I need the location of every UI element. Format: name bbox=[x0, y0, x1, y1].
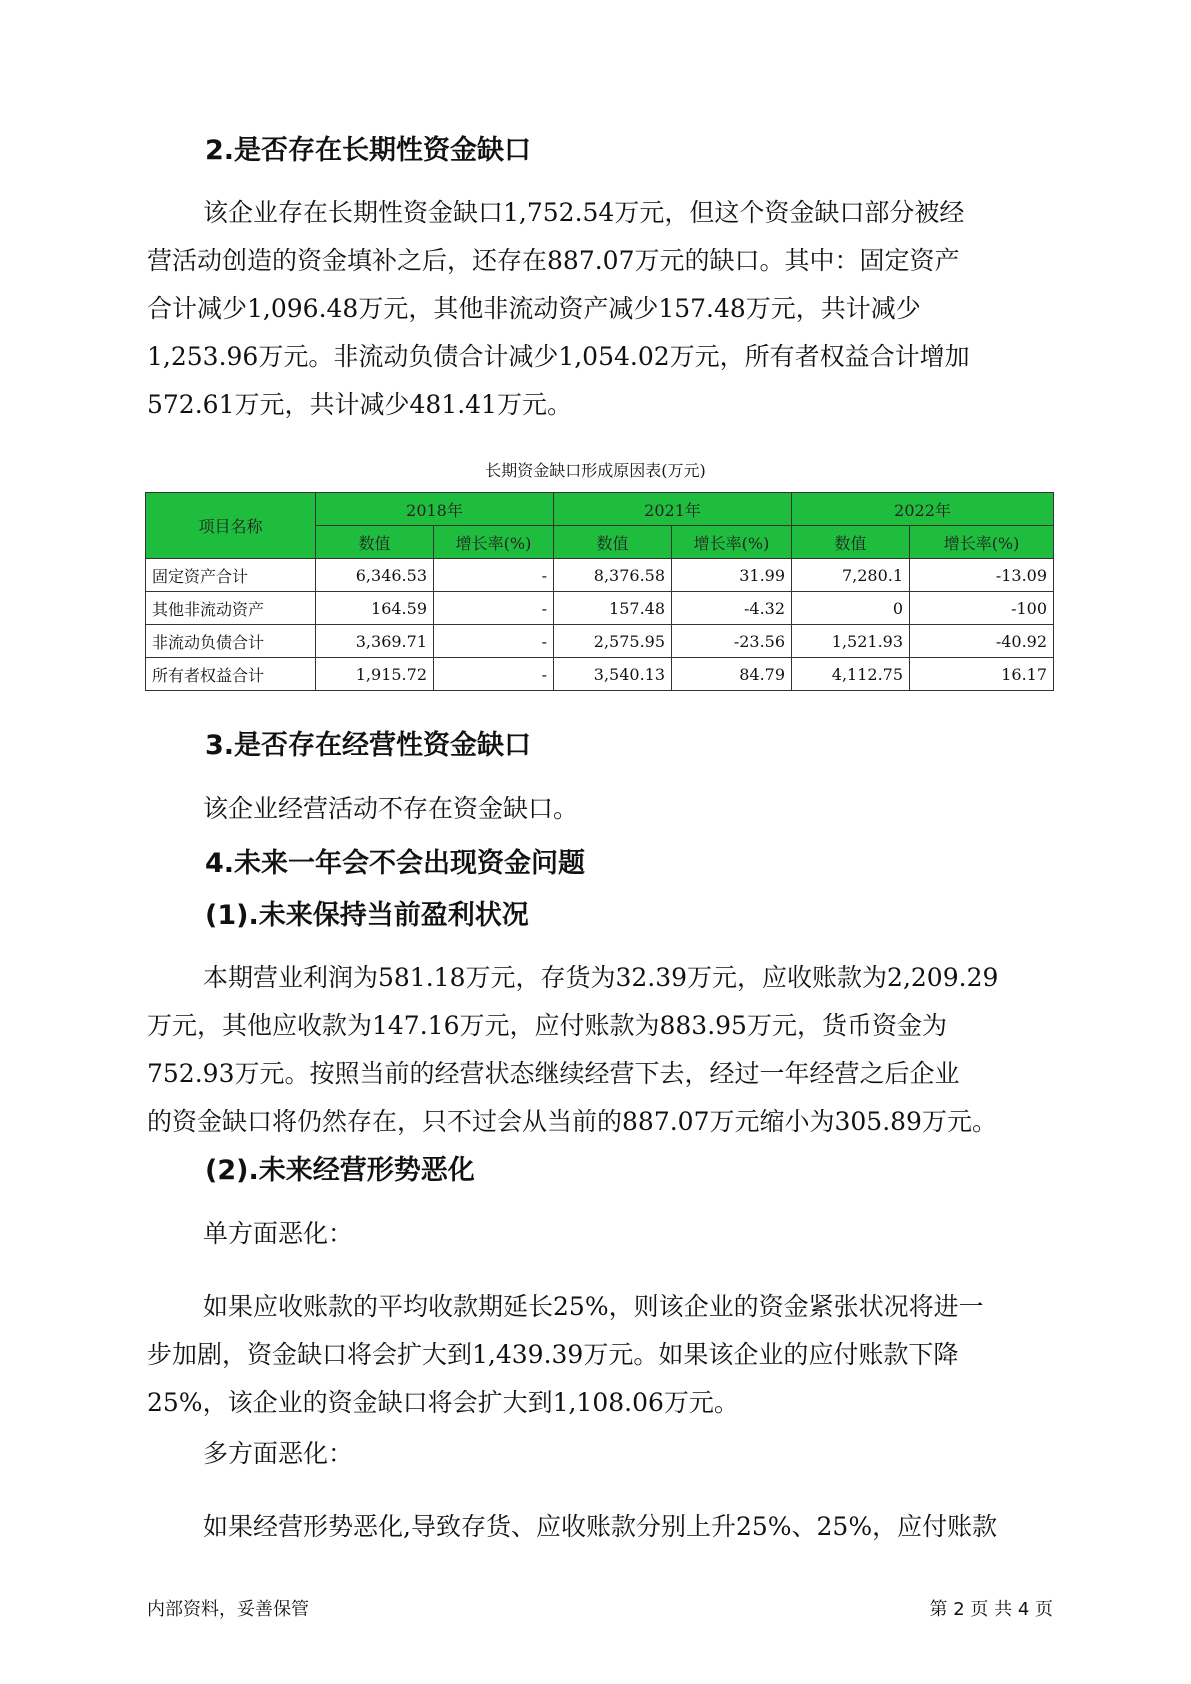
cell-growth: - bbox=[434, 592, 554, 625]
section2-heading: 2.是否存在长期性资金缺口 bbox=[205, 135, 532, 166]
header-growth-rate: 增长率(%) bbox=[672, 526, 792, 559]
paragraph-line: 该企业存在长期性资金缺口1,752.54万元，但这个资金缺口部分被经 bbox=[203, 198, 965, 227]
paragraph-line: 752.93万元。按照当前的经营状态继续经营下去，经过一年经营之后企业 bbox=[147, 1059, 960, 1088]
cell-growth: - bbox=[434, 559, 554, 592]
cell-value: 7,280.1 bbox=[792, 559, 910, 592]
cell-value: 3,540.13 bbox=[554, 658, 672, 691]
cell-value: 1,915.72 bbox=[316, 658, 434, 691]
multi-aspect-paragraph bbox=[147, 1503, 1057, 1551]
section4-sub2-heading: (2).未来经营形势恶化 bbox=[205, 1155, 475, 1186]
cell-value: 3,369.71 bbox=[316, 625, 434, 658]
cell-value: 157.48 bbox=[554, 592, 672, 625]
cell-growth: -40.92 bbox=[910, 625, 1054, 658]
paragraph-line: 单方面恶化： bbox=[203, 1219, 354, 1248]
table-row bbox=[146, 625, 1054, 658]
header-item-name: 项目名称 bbox=[146, 493, 316, 559]
section4-heading: 4.未来一年会不会出现资金问题 bbox=[205, 848, 586, 879]
row-name: 其他非流动资产 bbox=[146, 592, 316, 625]
cell-growth: -4.32 bbox=[672, 592, 792, 625]
section3-paragraph bbox=[147, 785, 1057, 833]
row-name: 非流动负债合计 bbox=[146, 625, 316, 658]
footer-page-number: 第 2 页 共 4 页 bbox=[929, 1599, 1053, 1620]
header-value: 数值 bbox=[554, 526, 672, 559]
table-caption: 长期资金缺口形成原因表(万元) bbox=[485, 461, 706, 480]
header-value: 数值 bbox=[316, 526, 434, 559]
section4-sub1-heading: (1).未来保持当前盈利状况 bbox=[205, 900, 529, 931]
single-aspect-paragraph bbox=[147, 1283, 1057, 1427]
table-row bbox=[146, 559, 1054, 592]
cell-growth: -100 bbox=[910, 592, 1054, 625]
paragraph-line: 多方面恶化： bbox=[203, 1439, 354, 1468]
section2-paragraph bbox=[147, 189, 1057, 429]
footer-confidential-note: 内部资料，妥善保管 bbox=[147, 1599, 309, 1620]
capital-gap-table bbox=[145, 492, 1054, 691]
section4-sub1-paragraph bbox=[147, 954, 1057, 1146]
paragraph-line: 本期营业利润为581.18万元，存货为32.39万元，应收账款为2,209.29 bbox=[203, 963, 999, 992]
paragraph-line: 572.61万元，共计减少481.41万元。 bbox=[147, 390, 572, 419]
cell-value: 4,112.75 bbox=[792, 658, 910, 691]
header-year: 2018年 bbox=[316, 493, 554, 526]
header-year: 2022年 bbox=[792, 493, 1054, 526]
cell-growth: -23.56 bbox=[672, 625, 792, 658]
cell-growth: 16.17 bbox=[910, 658, 1054, 691]
single-aspect-label bbox=[147, 1210, 1057, 1258]
cell-value: 0 bbox=[792, 592, 910, 625]
cell-value: 6,346.53 bbox=[316, 559, 434, 592]
paragraph-line: 该企业经营活动不存在资金缺口。 bbox=[203, 794, 579, 823]
header-year: 2021年 bbox=[554, 493, 792, 526]
table-row bbox=[146, 658, 1054, 691]
cell-growth: -13.09 bbox=[910, 559, 1054, 592]
row-name: 固定资产合计 bbox=[146, 559, 316, 592]
paragraph-line: 营活动创造的资金填补之后，还存在887.07万元的缺口。其中：固定资产 bbox=[147, 246, 960, 275]
row-name: 所有者权益合计 bbox=[146, 658, 316, 691]
paragraph-line: 的资金缺口将仍然存在，只不过会从当前的887.07万元缩小为305.89万元。 bbox=[147, 1107, 997, 1136]
cell-value: 8,376.58 bbox=[554, 559, 672, 592]
table-row bbox=[146, 592, 1054, 625]
paragraph-line: 如果应收账款的平均收款期延长25%，则该企业的资金紧张状况将进一 bbox=[203, 1292, 984, 1321]
header-growth-rate: 增长率(%) bbox=[434, 526, 554, 559]
cell-growth: - bbox=[434, 658, 554, 691]
multi-aspect-label bbox=[147, 1430, 1057, 1478]
cell-value: 2,575.95 bbox=[554, 625, 672, 658]
cell-growth: 84.79 bbox=[672, 658, 792, 691]
header-value: 数值 bbox=[792, 526, 910, 559]
section3-heading: 3.是否存在经营性资金缺口 bbox=[205, 730, 532, 761]
cell-growth: - bbox=[434, 625, 554, 658]
paragraph-line: 如果经营形势恶化,导致存货、应收账款分别上升25%、25%，应付账款 bbox=[203, 1512, 998, 1541]
cell-value: 1,521.93 bbox=[792, 625, 910, 658]
cell-growth: 31.99 bbox=[672, 559, 792, 592]
paragraph-line: 步加剧，资金缺口将会扩大到1,439.39万元。如果该企业的应付账款下降 bbox=[147, 1340, 959, 1369]
header-growth-rate: 增长率(%) bbox=[910, 526, 1054, 559]
paragraph-line: 1,253.96万元。非流动负债合计减少1,054.02万元，所有者权益合计增加 bbox=[147, 342, 970, 371]
cell-value: 164.59 bbox=[316, 592, 434, 625]
paragraph-line: 25%，该企业的资金缺口将会扩大到1,108.06万元。 bbox=[147, 1388, 739, 1417]
paragraph-line: 万元，其他应收款为147.16万元，应付账款为883.95万元，货币资金为 bbox=[147, 1011, 947, 1040]
paragraph-line: 合计减少1,096.48万元，其他非流动资产减少157.48万元，共计减少 bbox=[147, 294, 921, 323]
